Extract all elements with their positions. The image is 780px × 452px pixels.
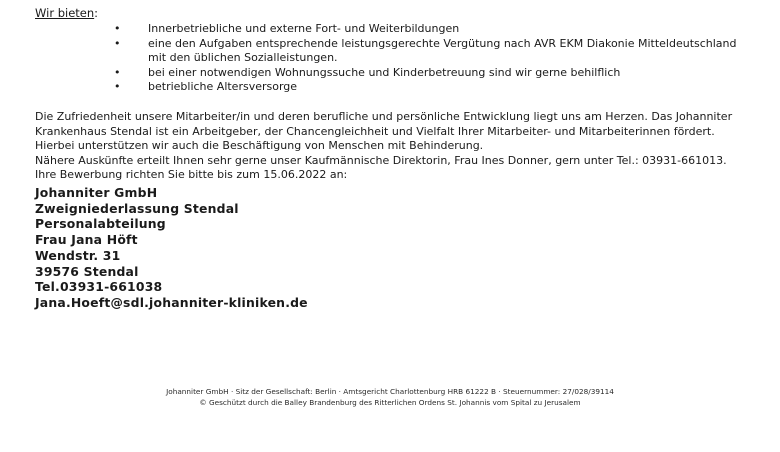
contact-line: Nähere Auskünfte erteilt Ihnen sehr gerne unser Kaufmännische Direktorin, Frau Ines Donner, gern unter Tel.: 03931-661013. — [35, 153, 727, 167]
offers-heading-text: Wir bieten — [35, 6, 95, 20]
footer — [0, 386, 780, 408]
list-item-text: Innerbetriebliche und externe Fort- und Weiterbildungen — [148, 22, 460, 35]
deadline-line: Ihre Bewerbung richten Sie bitte bis zum 15.06.2022 an: — [35, 168, 348, 182]
footer-legal-line: Johanniter GmbH · Sitz der Gesellschaft: Berlin · Amtsgericht Charlottenburg HRB 61222 B · Steuernummer: 27/028/39114 — [166, 387, 614, 396]
bullet-icon: • — [114, 80, 121, 94]
address-city: 39576 Stendal — [35, 263, 139, 279]
application-address — [35, 185, 308, 311]
body-paragraph-text: Die Zufriedenheit unsere Mitarbeiter/in und deren berufliche und persönliche Entwicklung liegt uns am Herzen. Das Johanniter Krankenhaus Stendal ist ein Arbeitgeber, der Chancengleichheit und Vielfalt Ihrer Mitarbeiter- und Mitarbeiterinnen fördert. Hierbei unterstützen wir auch die Beschäftigung von Menschen mit Behinderung. — [35, 110, 733, 153]
offers-heading — [35, 6, 98, 21]
footer-copyright-line: © Geschützt durch die Balley Brandenburg des Ritterlichen Ordens St. Johannis vom Spital zu Jerusalem — [199, 398, 581, 407]
bullet-icon: • — [114, 22, 121, 35]
list-item-text: betriebliche Altersversorge — [148, 80, 298, 94]
address-phone: Tel.03931-661038 — [35, 279, 163, 295]
bullet-icon: • — [114, 36, 121, 50]
bullet-icon: • — [114, 65, 121, 79]
address-email: Jana.Hoeft@sdl.johanniter-kliniken.de — [35, 294, 308, 310]
list-item — [110, 80, 750, 95]
list-item — [110, 22, 750, 37]
address-contact-person: Frau Jana Höft — [35, 232, 138, 248]
address-street: Wendstr. 31 — [35, 247, 121, 263]
address-company: Johanniter GmbH — [35, 185, 158, 200]
list-item-text-continued: mit den üblichen Sozialleistungen. — [148, 51, 338, 65]
list-item-text: eine den Aufgaben entsprechende leistungsgerechte Vergütung nach AVR EKM Diakonie Mitteldeutschland — [148, 36, 737, 50]
address-branch: Zweigniederlassung Stendal — [35, 200, 239, 216]
list-item — [110, 66, 750, 81]
offers-heading-colon: : — [94, 6, 99, 20]
list-item-text: bei einer notwendigen Wohnungssuche und Kinderbetreuung sind wir gerne behilflich — [148, 65, 621, 79]
body-paragraph — [35, 110, 747, 183]
address-department: Personalabteilung — [35, 216, 166, 232]
offers-list — [110, 22, 750, 95]
list-item — [110, 37, 750, 66]
